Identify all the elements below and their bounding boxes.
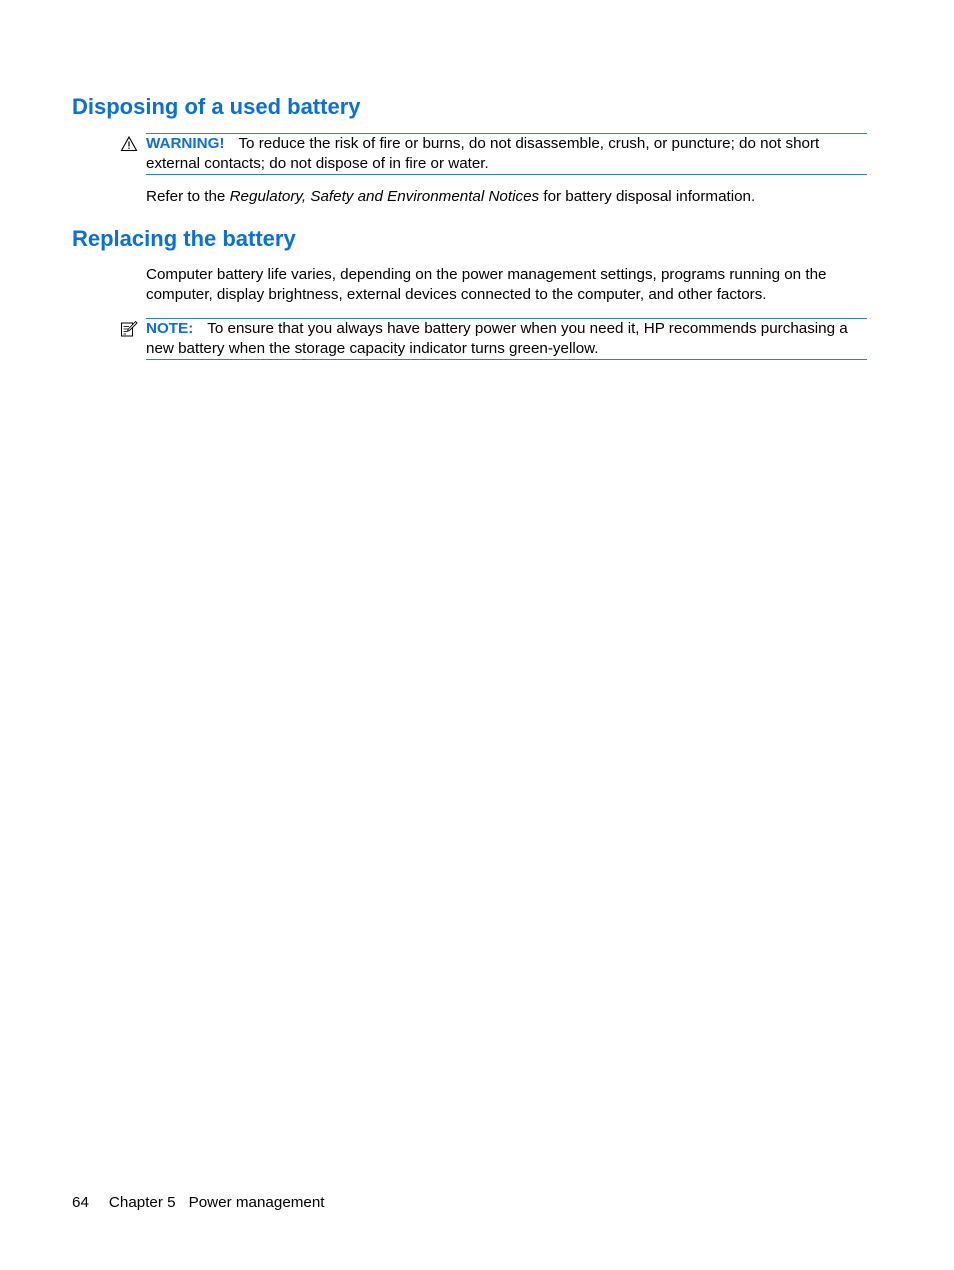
page-footer <box>72 1193 325 1212</box>
section-heading-disposing: Disposing of a used battery <box>72 94 361 119</box>
notices-document-title: Regulatory, Safety and Environmental Notices <box>229 188 540 205</box>
warning-box <box>146 133 867 175</box>
disposal-paragraph <box>146 187 870 207</box>
disposal-text-before: Refer to the <box>146 188 230 205</box>
chapter-title: Power management <box>188 1194 325 1211</box>
note-box <box>146 318 867 360</box>
section-heading-replacing: Replacing the battery <box>72 226 296 251</box>
warning-triangle-icon <box>120 135 138 153</box>
page-number: 64 <box>72 1194 89 1211</box>
battery-life-paragraph: Computer battery life varies, depending on the power management settings, programs running on the computer, display brightness, external devices connected to the computer, and other factors. <box>146 266 827 303</box>
note-text: To ensure that you always have battery power when you need it, HP recommends purchasing a new battery when the storage capacity indicator turns green-yellow. <box>146 320 848 357</box>
note-label: NOTE: <box>146 320 194 337</box>
warning-label: WARNING! <box>146 135 225 152</box>
warning-text: To reduce the risk of fire or burns, do not disassemble, crush, or puncture; do not short external contacts; do not dispose of in fire or water. <box>146 135 820 172</box>
chapter-label: Chapter 5 <box>108 1194 176 1211</box>
note-pencil-icon <box>120 320 138 338</box>
disposal-text-after: for battery disposal information. <box>539 188 756 205</box>
